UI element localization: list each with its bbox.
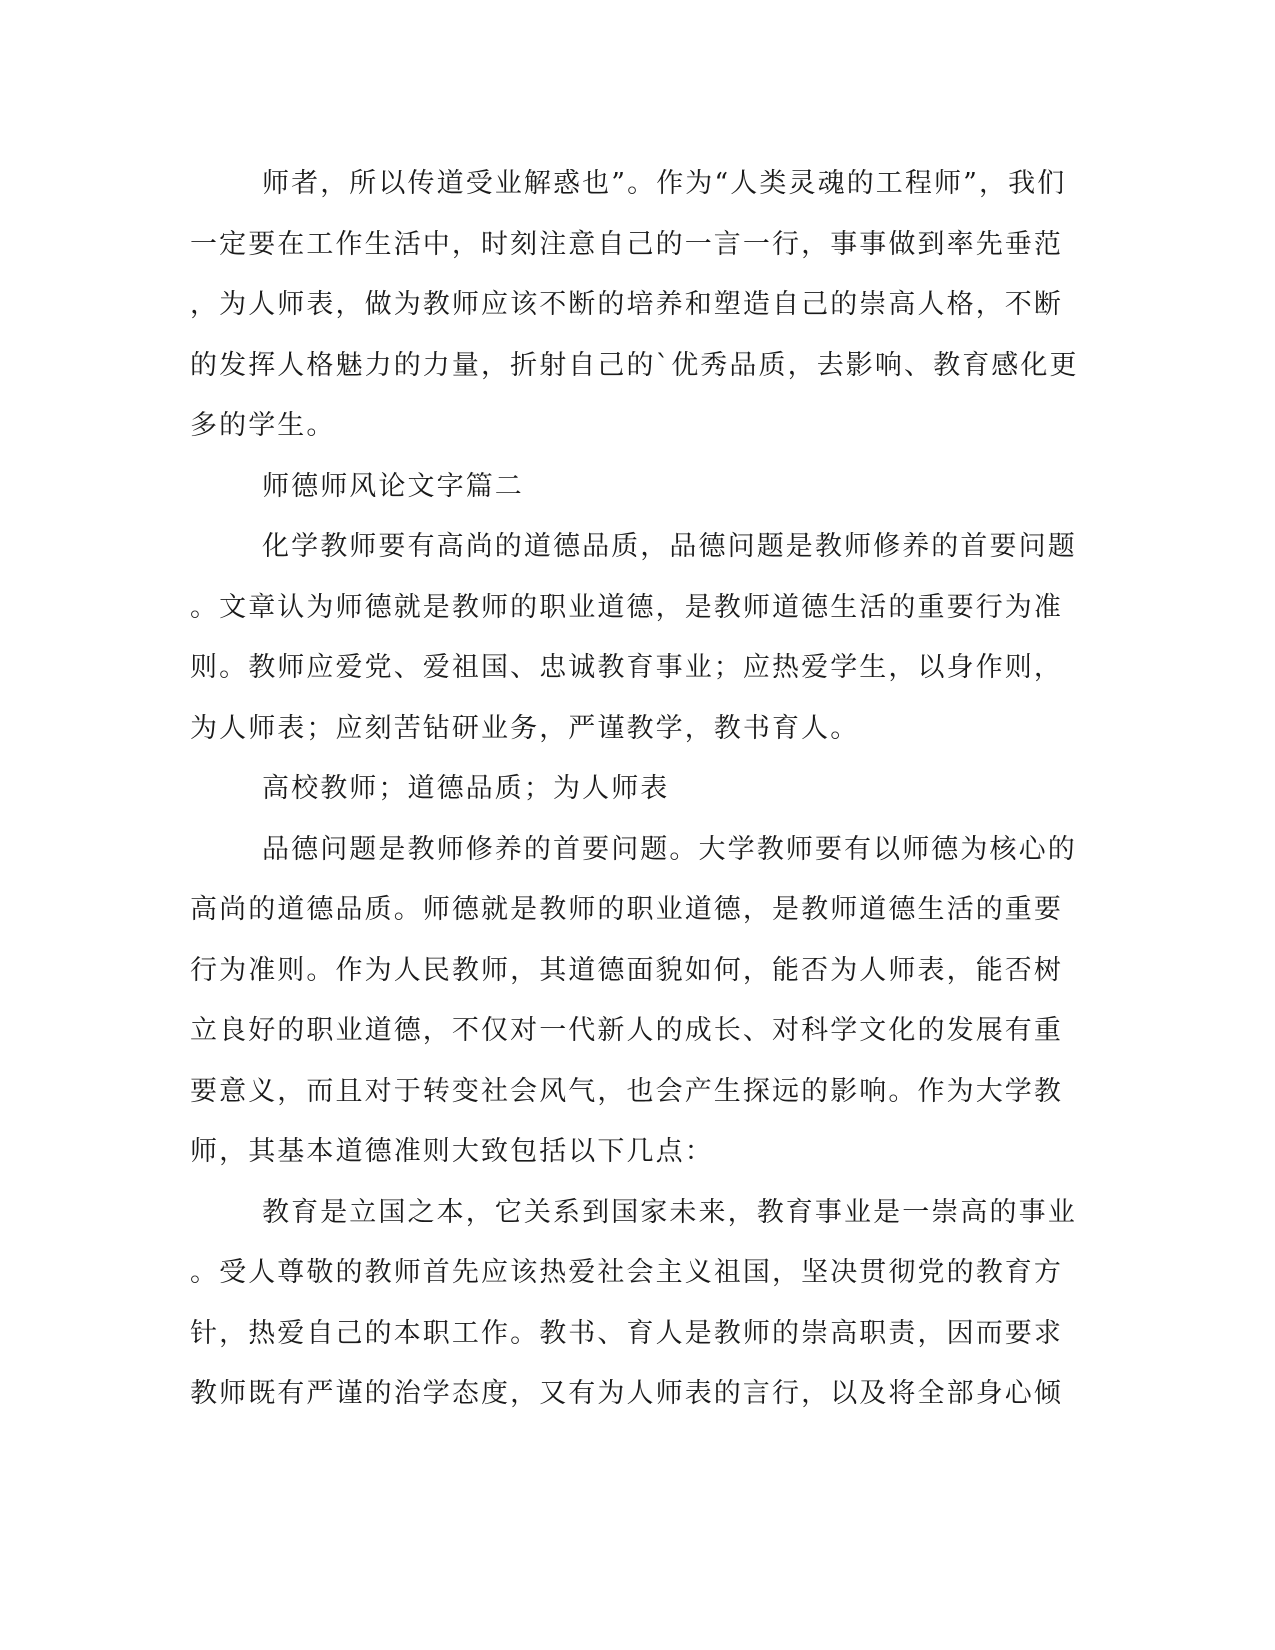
text-line: 多的学生。 xyxy=(190,410,336,441)
text-line: 要意义，而且对于转变社会风气，也会产生探远的影响。作为大学教 xyxy=(190,1075,1063,1107)
text-line: 一定要在工作生活中，时刻注意自己的一言一行，事事做到率先垂范 xyxy=(190,228,1063,260)
paragraph-1 xyxy=(190,154,1085,457)
keywords-line xyxy=(190,759,1085,820)
text-line: 品德问题是教师修养的首要问题。大学教师要有以师德为核心的 xyxy=(262,833,1077,865)
text-line: 。文章认为师德就是教师的职业道德，是教师道德生活的重要行为准 xyxy=(190,591,1063,623)
text-line: 高尚的道德品质。师德就是教师的职业道德，是教师道德生活的重要 xyxy=(190,894,1063,925)
text-line: 立良好的职业道德，不仅对一代新人的成长、对科学文化的发展有重 xyxy=(190,1015,1063,1046)
document-body xyxy=(190,154,1085,1425)
text-line: 的发挥人格魅力的力量，折射自己的`优秀品质，去影响、教育感化更 xyxy=(190,349,1079,381)
paragraph-abstract xyxy=(190,517,1085,759)
text-line: 。受人尊敬的教师首先应该热爱社会主义祖国，坚决贯彻党的教育方 xyxy=(190,1257,1063,1288)
text-line: 教育是立国之本，它关系到国家未来，教育事业是一崇高的事业 xyxy=(262,1196,1077,1228)
text-line: 师，其基本道德准则大致包括以下几点： xyxy=(190,1136,714,1167)
text-line: 教师既有严谨的治学态度，又有为人师表的言行，以及将全部身心倾 xyxy=(190,1378,1063,1409)
paragraph-body-1 xyxy=(190,820,1085,1183)
text-line: 化学教师要有高尚的道德品质，品德问题是教师修养的首要问题 xyxy=(262,531,1077,562)
text-line: 针，热爱自己的本职工作。教书、育人是教师的崇高职责，因而要求 xyxy=(190,1317,1063,1349)
keywords-text: 高校教师；道德品质；为人师表 xyxy=(262,773,670,804)
text-line: 则。教师应爱党、爱祖国、忠诚教育事业；应热爱学生，以身作则， xyxy=(190,652,1063,683)
text-line: 为人师表；应刻苦钻研业务，严谨教学，教书育人。 xyxy=(190,712,860,744)
text-line: ，为人师表，做为教师应该不断的培养和塑造自己的崇高人格，不断 xyxy=(190,289,1063,320)
section-heading xyxy=(190,457,1085,518)
text-line: 师者，所以传道受业解惑也”。作为“人类灵魂的工程师”，我们 xyxy=(262,168,1067,199)
text-line: 行为准则。作为人民教师，其道德面貌如何，能否为人师表，能否树 xyxy=(190,954,1063,986)
heading-text: 师德师风论文字篇二 xyxy=(262,470,524,502)
paragraph-body-2 xyxy=(190,1183,1085,1425)
